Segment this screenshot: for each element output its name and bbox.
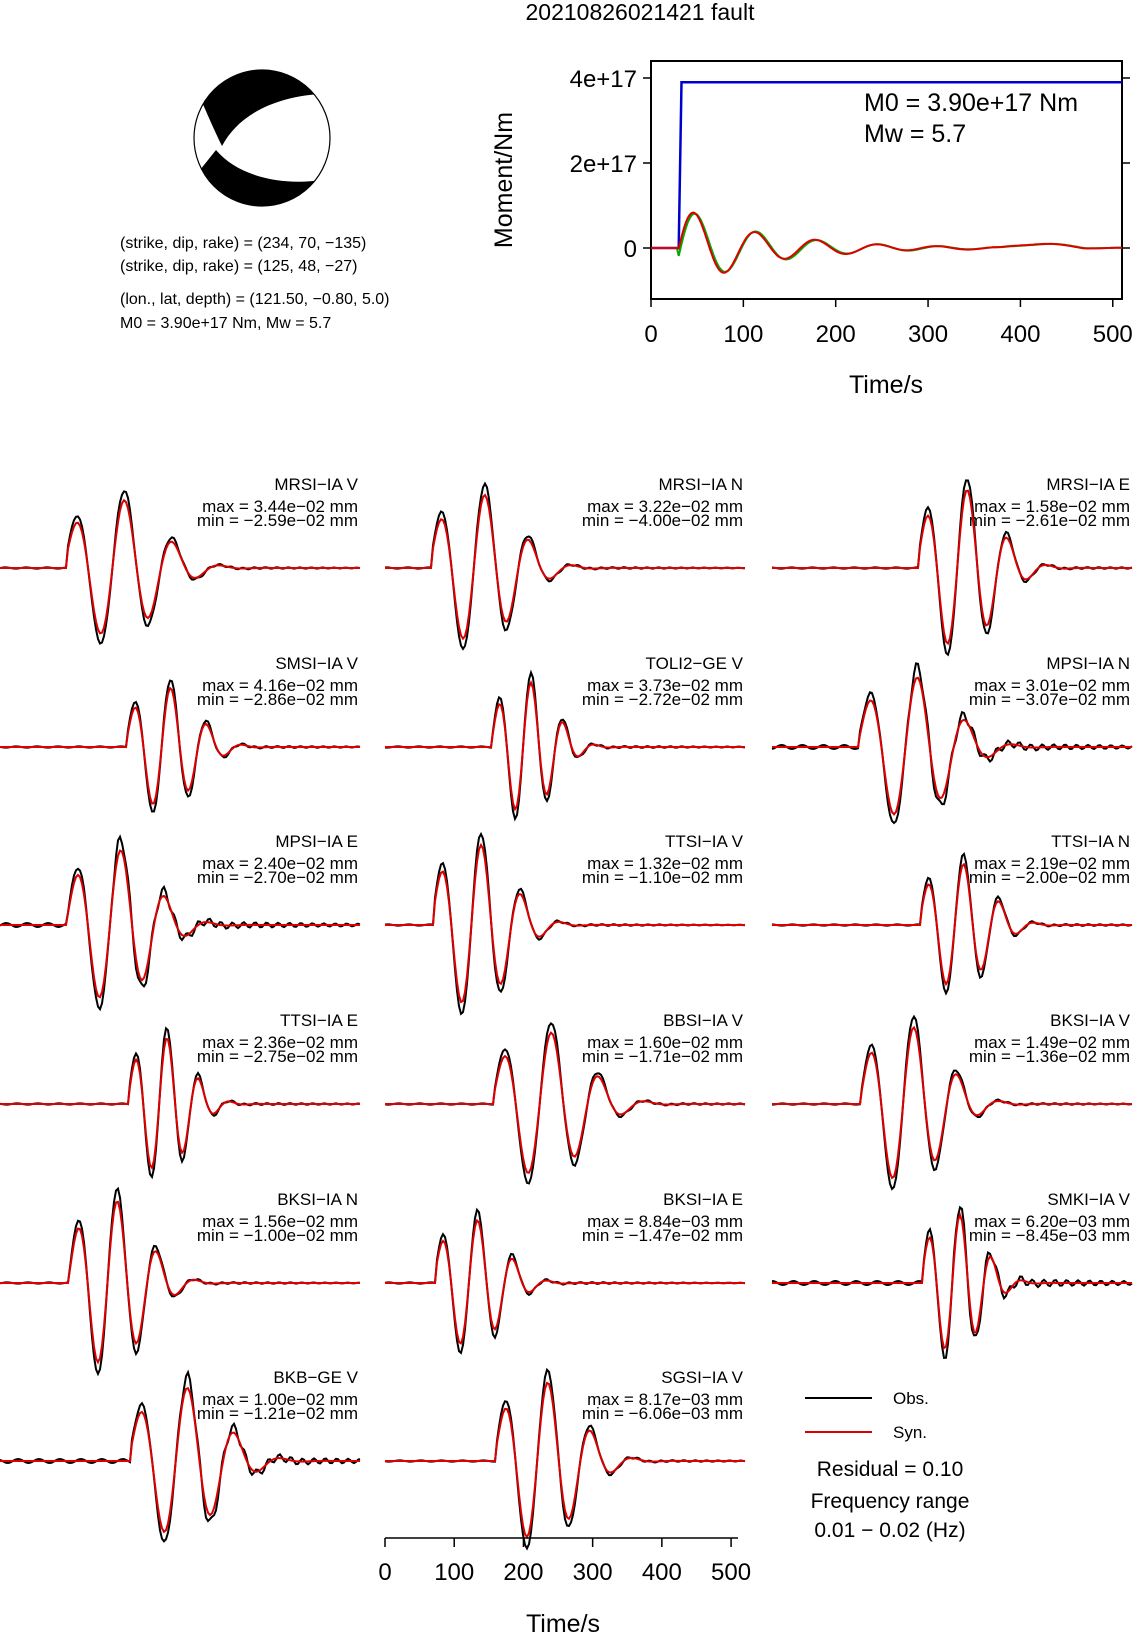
moment-xtick-label: 300 — [908, 321, 949, 348]
station-max: max = 3.44e−02 mm — [202, 497, 358, 516]
moment-xtick-label: 100 — [723, 321, 764, 348]
station-name: MRSI−IA N — [658, 475, 743, 494]
station-name: BKSI−IA N — [277, 1190, 358, 1209]
moment-xtick-label: 500 — [1092, 321, 1133, 348]
station-name: BKSI−IA V — [1050, 1011, 1130, 1030]
moment-xlabel: Time/s — [848, 371, 924, 399]
station-max: max = 8.84e−03 mm — [587, 1212, 743, 1231]
station-name: MPSI−IA E — [275, 832, 358, 851]
station-min: min = −6.06e−03 mm — [581, 1404, 743, 1423]
moment-rate-red-line — [651, 213, 1122, 273]
time-axis-ticks — [378, 1538, 751, 1586]
residual-label: Residual = 0.10 — [816, 1458, 964, 1481]
station-max: max = 4.16e−02 mm — [202, 676, 358, 695]
time-xtick-label: 200 — [503, 1559, 544, 1586]
m0-label: M0 = 3.90e+17 Nm — [864, 89, 1079, 117]
station-max: max = 2.19e−02 mm — [974, 854, 1130, 873]
station-panel — [385, 1368, 745, 1548]
mw-label: Mw = 5.7 — [864, 120, 967, 148]
legend-obs-label: Obs. — [893, 1389, 929, 1408]
station-min: min = −2.59e−02 mm — [196, 511, 358, 530]
station-name: TTSI−IA E — [280, 1011, 358, 1030]
station-panel — [385, 1190, 745, 1353]
figure-title: 20210826021421 fault — [525, 0, 755, 25]
waveform-grid — [0, 475, 1132, 1548]
station-max: max = 2.36e−02 mm — [202, 1033, 358, 1052]
station-min: min = −2.70e−02 mm — [196, 868, 358, 887]
station-max: max = 1.60e−02 mm — [587, 1033, 743, 1052]
station-name: SGSI−IA V — [661, 1368, 743, 1387]
station-max: max = 1.00e−02 mm — [202, 1390, 358, 1409]
legend-syn-label: Syn. — [893, 1423, 928, 1442]
station-panel — [0, 654, 360, 812]
station-max: max = 1.58e−02 mm — [974, 497, 1130, 516]
station-panel — [772, 1011, 1132, 1189]
station-panel — [772, 475, 1132, 655]
station-name: MRSI−IA V — [274, 475, 358, 494]
time-xtick-label: 0 — [378, 1559, 392, 1586]
station-name: MRSI−IA E — [1046, 475, 1130, 494]
station-name: BKB−GE V — [273, 1368, 358, 1387]
station-min: min = −3.07e−02 mm — [968, 690, 1130, 709]
station-name: BKSI−IA E — [663, 1190, 743, 1209]
station-min: min = −1.47e−02 mm — [581, 1226, 743, 1245]
station-name: SMKI−IA V — [1047, 1190, 1130, 1209]
station-panel — [772, 832, 1132, 993]
hypocenter-location: (lon., lat, depth) = (121.50, −0.80, 5.0) — [120, 291, 390, 308]
time-xtick-label: 500 — [711, 1559, 752, 1586]
moment-ytick-label: 0 — [623, 236, 637, 263]
nodal-plane-2: (strike, dip, rake) = (125, 48, −27) — [120, 258, 358, 275]
station-panel — [0, 1368, 360, 1541]
station-min: min = −1.36e−02 mm — [968, 1047, 1130, 1066]
station-name: MPSI−IA N — [1046, 654, 1130, 673]
mw-summary: Mw = 5.7 — [265, 315, 332, 332]
station-min: min = −2.86e−02 mm — [196, 690, 358, 709]
time-axis-label: Time/s — [525, 1610, 601, 1636]
focal-mechanism-beachball — [194, 60, 330, 216]
waveform-time-axis — [378, 1538, 751, 1636]
station-min: min = −2.61e−02 mm — [968, 511, 1130, 530]
moment-magnitude-summary — [120, 315, 331, 332]
moment-xtick-label: 200 — [815, 321, 856, 348]
station-panel — [0, 475, 360, 644]
moment-rate-green-line — [651, 214, 1122, 272]
station-panel — [0, 832, 360, 1009]
station-max: max = 6.20e−03 mm — [974, 1212, 1130, 1231]
time-xtick-label: 300 — [572, 1559, 613, 1586]
moment-ytick-label: 4e+17 — [569, 66, 637, 93]
station-name: BBSI−IA V — [663, 1011, 743, 1030]
station-min: min = −1.71e−02 mm — [581, 1047, 743, 1066]
moment-xtick-label: 400 — [1000, 321, 1041, 348]
station-name: TTSI−IA V — [665, 832, 743, 851]
station-max: max = 1.49e−02 mm — [974, 1033, 1130, 1052]
station-panel — [385, 832, 745, 1014]
station-panel — [385, 654, 745, 819]
station-panel — [385, 475, 745, 649]
station-max: max = 3.01e−02 mm — [974, 676, 1130, 695]
time-xtick-label: 100 — [434, 1559, 475, 1586]
station-name: TOLI2−GE V — [645, 654, 743, 673]
station-max: max = 3.22e−02 mm — [587, 497, 743, 516]
moment-ylabel: Moment/Nm — [490, 111, 518, 249]
station-panel — [0, 1189, 360, 1374]
station-min: min = −1.00e−02 mm — [196, 1226, 358, 1245]
frequency-range-label: Frequency range — [810, 1490, 970, 1513]
legend — [805, 1389, 969, 1542]
station-panel — [772, 654, 1132, 823]
time-xtick-label: 400 — [641, 1559, 682, 1586]
station-min: min = −2.72e−02 mm — [581, 690, 743, 709]
moment-ytick-label: 2e+17 — [569, 151, 637, 178]
moment-x-axis — [644, 299, 1132, 348]
station-max: max = 8.17e−03 mm — [587, 1390, 743, 1409]
nodal-plane-1: (strike, dip, rake) = (234, 70, −135) — [120, 235, 367, 252]
station-panel — [0, 1011, 360, 1177]
frequency-range-values: 0.01 − 0.02 (Hz) — [814, 1519, 966, 1542]
station-name: TTSI−IA N — [1051, 832, 1130, 851]
station-min: min = −2.75e−02 mm — [196, 1047, 358, 1066]
station-min: min = −2.00e−02 mm — [968, 868, 1130, 887]
moment-panel — [490, 61, 1133, 399]
station-min: min = −4.00e−02 mm — [581, 511, 743, 530]
source-parameters — [120, 235, 390, 332]
station-max: max = 1.32e−02 mm — [587, 854, 743, 873]
moment-xtick-label: 0 — [644, 321, 658, 348]
station-max: max = 1.56e−02 mm — [202, 1212, 358, 1231]
station-min: min = −1.21e−02 mm — [196, 1404, 358, 1423]
station-min: min = −8.45e−03 mm — [968, 1226, 1130, 1245]
station-min: min = −1.10e−02 mm — [581, 868, 743, 887]
station-max: max = 3.73e−02 mm — [587, 676, 743, 695]
m0-summary: M0 = 3.90e+17 Nm, — [120, 315, 266, 332]
station-panel — [385, 1011, 745, 1183]
station-max: max = 2.40e−02 mm — [202, 854, 358, 873]
station-name: SMSI−IA V — [275, 654, 358, 673]
station-panel — [772, 1190, 1132, 1358]
